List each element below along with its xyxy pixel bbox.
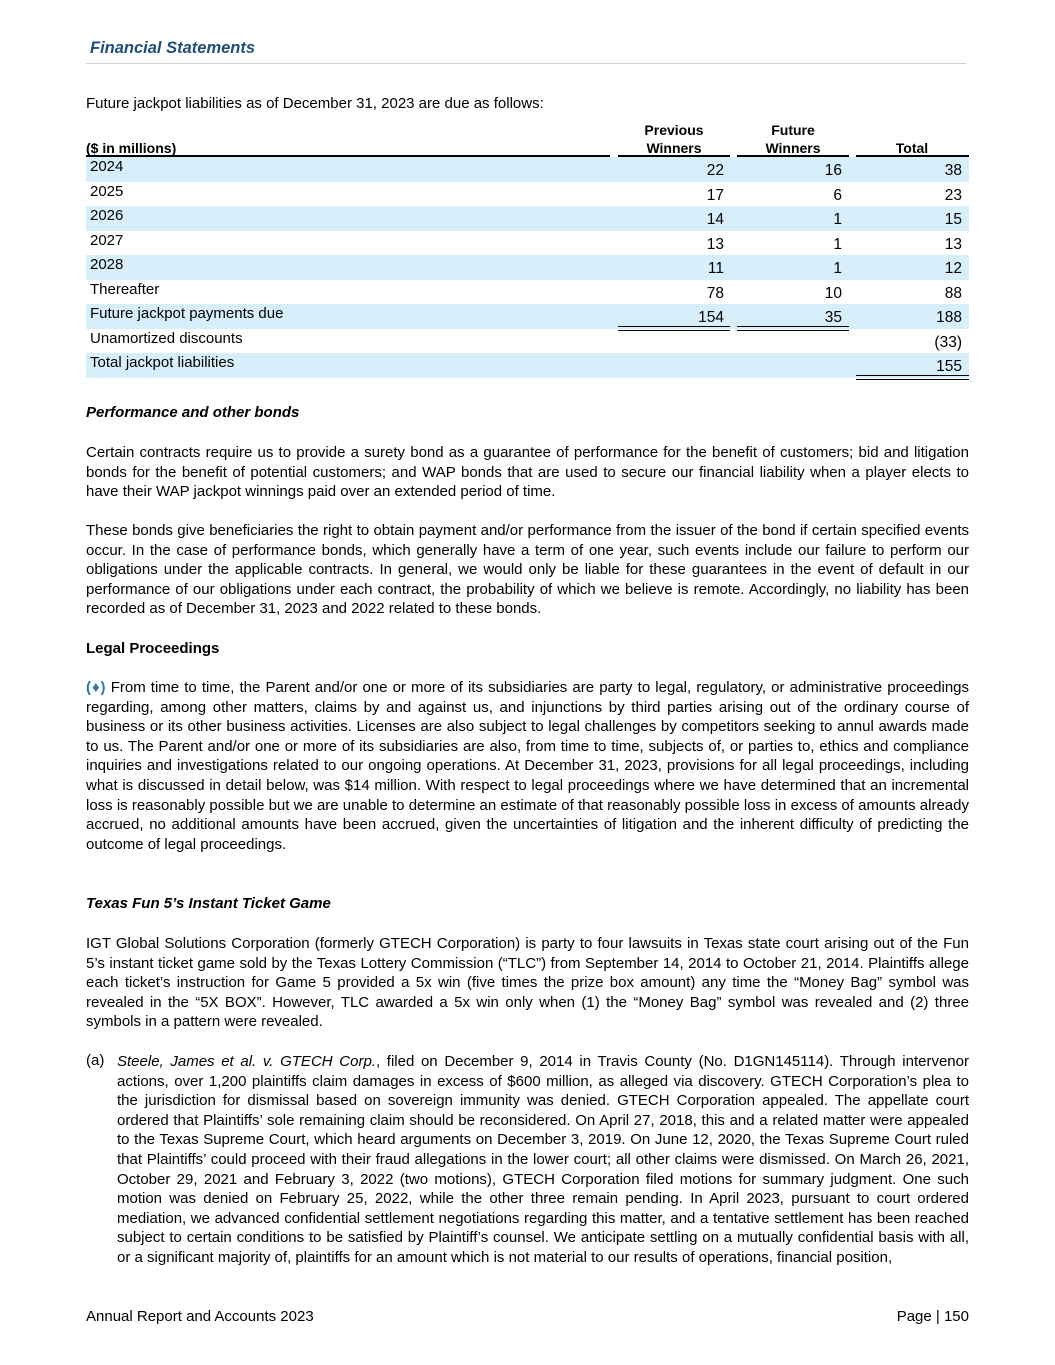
section-heading-bonds: Performance and other bonds [86, 404, 300, 421]
cell-future: 1 [833, 235, 842, 253]
cell-future: 16 [824, 162, 842, 179]
paragraph: These bonds give beneficiaries the right to obtain payment and/or performance from the issuer of the bond if certain specified events occur. In the case of performance bonds, which generally have a term of one year, such events include our failure to perform our obligations under the applicable contracts. In general, we would only be liable for these guarantees in the event of default in our performance of our obligations under each contract, the probability of which we believe is remote. Accordingly, no liability has been recorded as of December 31, 2023 and 2022 related to these bonds. [86, 522, 969, 618]
cell-total: (33) [934, 333, 962, 351]
list-item: Steele, James et al. v. GTECH Corp., filed on December 9, 2014 in Travis County (No. D1GN145114). Through intervenor actions, over 1,200 plaintiffs claim damages in excess of $600 million, as alleged via discovery. GTECH Corporation’s plea to the jurisdiction for dismissal based on sovereign immunity was denied. GTECH Corporation appealed. The appellate court ordered that Plaintiffs’ sole remaining claim should be reconsidered. On April 27, 2018, this and a related matter were appealed to the Texas Supreme Court, which heard arguments on December 3, 2019. On June 12, 2020, the Texas Supreme Court ruled that Plaintiffs’ could proceed with their fraud allegations in the lower court; all other claims were dismissed. On March 26, 2021, October 29, 2021 and February 3, 2022 (two motions), GTECH Corporation filed motions for summary judgment. One such motion was denied on February 25, 2022, while the other three remain pending. In April 2023, pursuant to court ordered mediation, we advanced confidential settlement negotiations regarding this matter, and a tentative settlement has been reached subject to certain conditions to be satisfied by Plaintiff’s counsel. We anticipate settling on a mutually confidential basis with all, or a significant majority of, plaintiffs for an amount which is not material to our results of operations, financial position, [117, 1053, 969, 1266]
cell-total: 13 [944, 235, 962, 253]
column-header-previous-winners: Previous Winners [644, 122, 704, 156]
diamond-marker: (♦) [86, 679, 106, 696]
row-label: 2025 [90, 182, 124, 200]
row-label: Total jackpot liabilities [90, 354, 235, 371]
cell-previous: 14 [706, 211, 724, 228]
section-title: Financial Statements [90, 39, 256, 57]
paragraph: IGT Global Solutions Corporation (formerly GTECH Corporation) is party to four lawsuits in Texas state court arising out of the Fun 5’s instant ticket game sold by the Texas Lottery Commission (“TLC”) from September 14, 2014 to October 21, 2014. Plaintiffs allege each ticket’s instruction for Game 5 provided a 5x win (five times the prize box amount) any time the “Money Bag” symbol was revealed in the “5X BOX”. However, TLC awarded a 5x win only when (1) the “Money Bag” symbol was revealed and (2) three symbols in a pattern were revealed. [86, 935, 969, 1031]
cell-previous: 78 [706, 284, 724, 302]
table-row [86, 304, 969, 329]
column-header-total: Total [895, 140, 929, 156]
cell-total: 38 [944, 162, 962, 179]
row-label: Future jackpot payments due [90, 305, 284, 322]
paragraph: (♦) From time to time, the Parent and/or one or more of its subsidiaries are party to legal, regulatory, or administrative proceedings regarding, among other matters, claims by and against us, and injunctions by third parties arising out of the ordinary course of business or its other business activities. Licenses are also subject to legal challenges by competitors seeking to annul awards made to us. The Parent and/or one or more of its subsidiaries are also, from time to time, subjects of, or parties to, ethics and compliance inquiries and investigations related to our ongoing operations. At December 31, 2023, provisions for all legal proceedings, including what is discussed in detail below, was $14 million. With respect to legal proceedings where we have determined that an incremental loss is reasonably possible but we are unable to determine an estimate of that reasonably possible loss in excess of amounts already accrued, no additional amounts have been accrued, given the uncertainties of litigation and the inherent difficulty of predicting the outcome of legal proceedings. [86, 679, 969, 853]
cell-total: 12 [944, 260, 962, 277]
cell-future: 10 [824, 284, 842, 302]
cell-previous: 11 [707, 260, 724, 277]
table-row [86, 255, 969, 280]
row-label: 2027 [90, 231, 124, 249]
header-divider [86, 63, 966, 64]
paragraph: Certain contracts require us to provide a surety bond as a guarantee of performance for the benefit of customers; bid and litigation bonds for the benefit of potential customers; and WAP bonds that are used to secure our financial liability when a player elects to have their WAP jackpot winnings paid over an extended period of time. [86, 444, 969, 501]
case-name: Steele, James et al. v. GTECH Corp. [117, 1053, 376, 1070]
intro-text: Future jackpot liabilities as of December 31, 2023 are due as follows: [86, 95, 544, 112]
cell-previous: 22 [706, 162, 724, 179]
table-row [86, 329, 969, 354]
table-row [86, 157, 969, 182]
cell-total: 88 [944, 284, 962, 302]
cell-total: 23 [944, 186, 962, 204]
cell-previous: 17 [706, 186, 724, 204]
footer-report-name: Annual Report and Accounts 2023 [86, 1308, 314, 1325]
cell-total: 188 [936, 309, 962, 326]
row-label: 2026 [90, 207, 124, 224]
row-label: Unamortized discounts [90, 329, 243, 347]
row-label: Thereafter [90, 280, 160, 298]
cell-future: 6 [833, 186, 842, 204]
cell-previous: 13 [706, 235, 724, 253]
section-heading-texas: Texas Fun 5’s Instant Ticket Game [86, 895, 331, 912]
cell-future: 1 [833, 211, 842, 228]
cell-total: 155 [936, 358, 962, 375]
table-unit-label: ($ in millions) [86, 140, 177, 156]
section-heading-legal: Legal Proceedings [86, 640, 220, 657]
table-row [86, 353, 969, 378]
row-label: 2024 [90, 158, 124, 175]
cell-future: 35 [824, 309, 842, 326]
row-label: 2028 [90, 256, 124, 273]
table-row [86, 206, 969, 231]
table-row [86, 182, 969, 207]
list-item-label: (a) [86, 1052, 105, 1069]
double-rule [856, 375, 969, 380]
column-header-future-winners: Future Winners [765, 122, 821, 156]
cell-previous: 154 [698, 309, 724, 326]
table-row [86, 231, 969, 256]
cell-future: 1 [833, 260, 842, 277]
table-row [86, 280, 969, 305]
cell-total: 15 [944, 211, 962, 228]
footer-page-number: Page | 150 [896, 1308, 969, 1325]
